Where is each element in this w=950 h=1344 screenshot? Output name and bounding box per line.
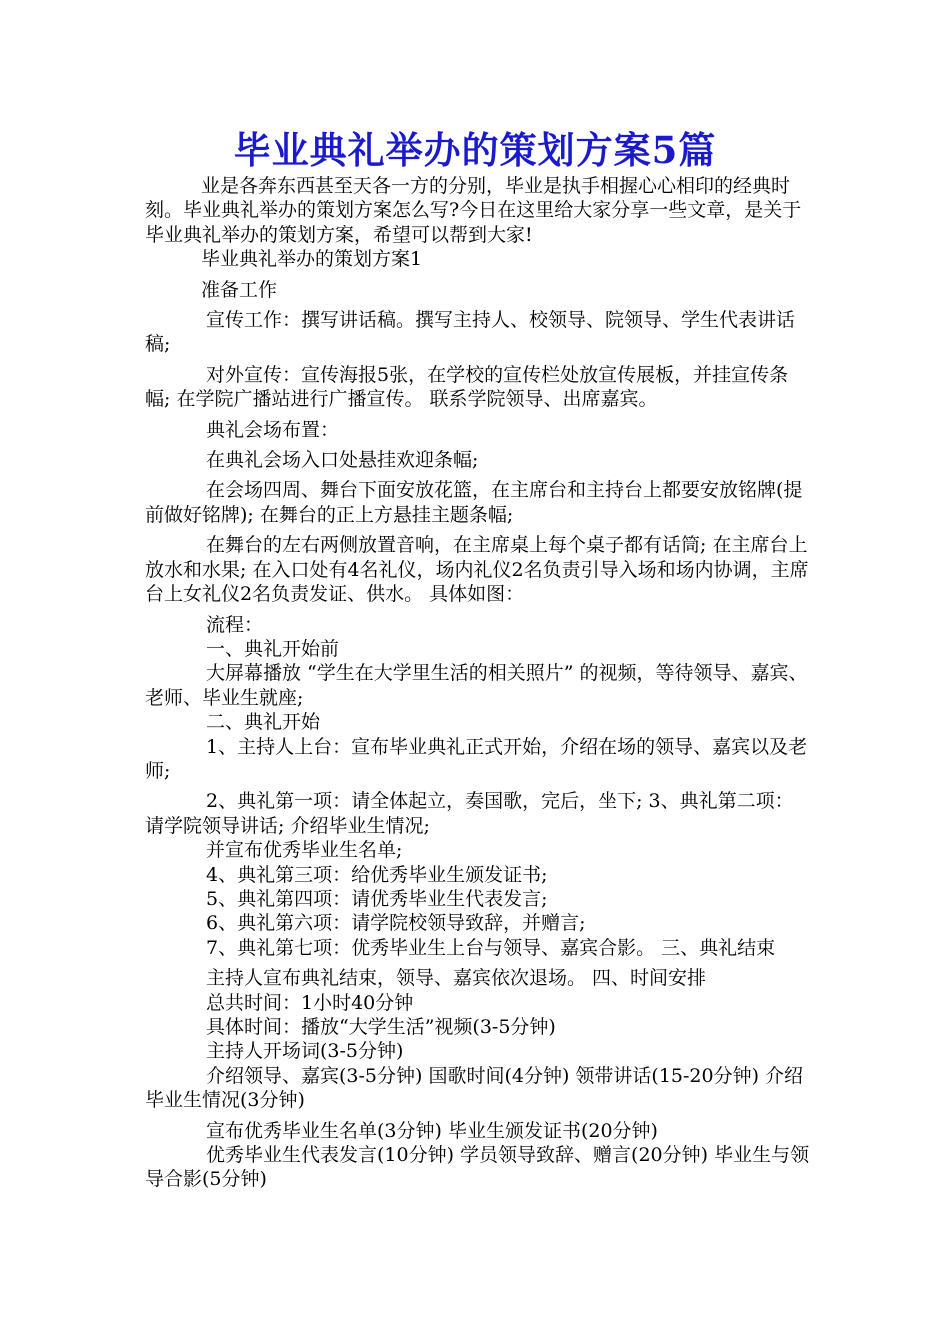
paragraph: 在会场四周、舞台下面安放花篮，在主席台和主持台上都要安放铭牌(提前做好铭牌); 在舞台的正上方悬挂主题条幅; bbox=[145, 479, 803, 526]
list-item: 并宣布优秀毕业生名单; bbox=[206, 839, 403, 862]
paragraph: 宣布优秀毕业生名单(3分钟) 毕业生颁发证书(20分钟) bbox=[206, 1119, 658, 1142]
paragraph: 大屏幕播放 “学生在大学里生活的相关照片” 的视频，等待领导、嘉宾、老师、毕业生就座; bbox=[145, 662, 808, 709]
paragraph: 主持人开场词(3-5分钟) bbox=[206, 1040, 404, 1063]
paragraph: 具体时间：播放“大学生活”视频(3-5分钟) bbox=[206, 1016, 556, 1038]
subheading: 准备工作 bbox=[201, 278, 278, 301]
subheading: 流程： bbox=[206, 613, 264, 636]
list-item: 5、典礼第四项：请优秀毕业生代表发言; bbox=[206, 887, 548, 910]
list-item: 6、典礼第六项：请学院校领导致辞，并赠言; bbox=[206, 912, 586, 935]
list-item: 1、主持人上台：宣布毕业典礼正式开始，介绍在场的领导、嘉宾以及老师; bbox=[145, 735, 808, 782]
list-item: 2、典礼第一项：请全体起立，奏国歌，完后，坐下; 3、典礼第二项：请学院领导讲话; 介绍毕业生情况; bbox=[145, 790, 794, 837]
intro-paragraph: 业是各奔东西甚至天各一方的分别，毕业是执手相握心心相印的经典时刻。毕业典礼举办的策划方案怎么写?今日在这里给大家分享一些文章，是关于毕业典礼举办的策划方案，希望可以帮到大家! bbox=[145, 175, 802, 246]
paragraph: 对外宣传：宣传海报5张，在学校的宣传栏处放宣传展板，并挂宣传条幅; 在学院广播站进行广播宣传。 联系学院领导、出席嘉宾。 bbox=[145, 363, 789, 411]
paragraph: 宣传工作：撰写讲话稿。撰写主持人、校领导、院领导、学生代表讲话稿; bbox=[145, 309, 796, 356]
paragraph: 主持人宣布典礼结束，领导、嘉宾依次退场。 四、时间安排 bbox=[206, 967, 707, 990]
section-heading: 毕业典礼举办的策划方案1 bbox=[201, 248, 423, 271]
document-body bbox=[145, 174, 810, 1192]
paragraph: 总共时间：1小时40分钟 bbox=[206, 991, 414, 1014]
paragraph: 在舞台的左右两侧放置音响，在主席桌上每个桌子都有话筒; 在主席台上放水和水果; 在入口处有4名礼仪，场内礼仪2名负责引导入场和场内协调，主席台上女礼仪2名负责发证、供水。 具体如图： bbox=[145, 534, 809, 606]
paragraph: 介绍领导、嘉宾(3-5分钟) 国歌时间(4分钟) 领带讲话(15-20分钟) 介绍毕业生情况(3分钟) bbox=[145, 1064, 804, 1112]
paragraph: 在典礼会场入口处悬挂欢迎条幅; bbox=[206, 449, 479, 472]
list-item: 4、典礼第三项：给优秀毕业生颁发证书; bbox=[206, 863, 548, 886]
paragraph: 优秀毕业生代表发言(10分钟) 学员领导致辞、赠言(20分钟) 毕业生与领导合影(5分钟) bbox=[145, 1144, 810, 1191]
document-title: 毕业典礼举办的策划方案5篇 bbox=[233, 128, 717, 172]
subheading: 典礼会场布置： bbox=[206, 418, 340, 441]
subheading: 二、典礼开始 bbox=[206, 711, 321, 734]
list-item: 7、典礼第七项：优秀毕业生上台与领导、嘉宾合影。 三、典礼结束 bbox=[206, 936, 776, 959]
subheading: 一、典礼开始前 bbox=[206, 637, 340, 660]
